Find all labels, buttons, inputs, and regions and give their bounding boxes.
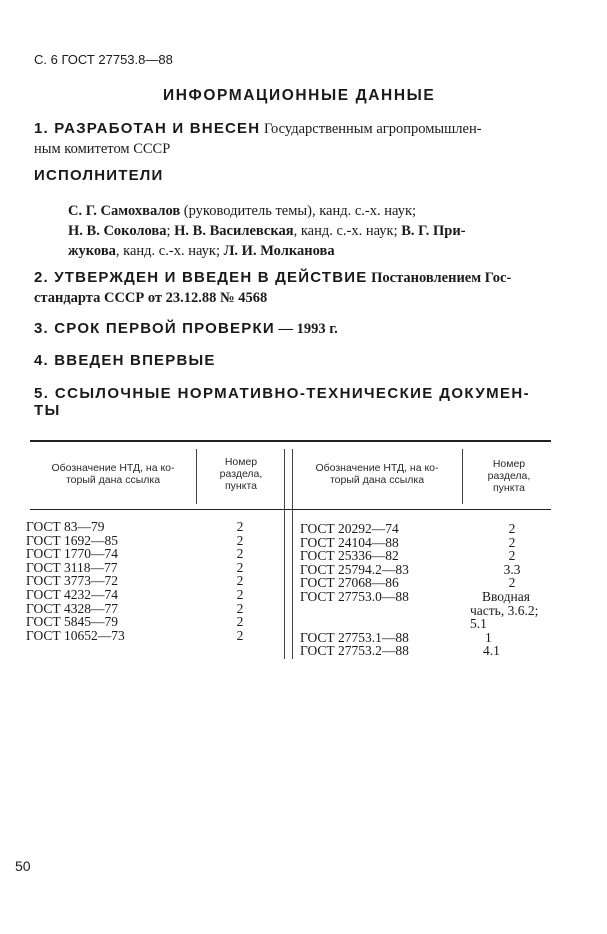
performer-role: , канд. с.-х. наук; xyxy=(293,223,402,239)
table-cell: ГОСТ 27068—86 xyxy=(300,575,399,591)
table-cell: 2 xyxy=(508,534,516,550)
column-divider xyxy=(196,449,197,504)
table-cell: ГОСТ 3773—72 xyxy=(26,573,119,589)
section-1-text-cont: ным комитетом СССР xyxy=(34,141,171,157)
column-divider xyxy=(462,449,463,504)
column-divider xyxy=(284,449,285,659)
document-title: ИНФОРМАЦИОННЫЕ ДАННЫЕ xyxy=(163,87,436,104)
table-cell: ГОСТ 25794.2—83 xyxy=(300,561,409,577)
section-1-text: Государственным агропромышлен- xyxy=(260,121,482,137)
page-number: 50 xyxy=(15,858,31,874)
table-cell xyxy=(300,617,460,631)
table-cell xyxy=(300,604,460,618)
table-cell: ГОСТ 1770—74 xyxy=(26,546,119,562)
header-designation xyxy=(32,462,194,486)
section-1-heading: 1. РАЗРАБОТАН И ВНЕСЕН xyxy=(34,120,261,137)
header-section-number-text: Номер раздела, пункта xyxy=(487,458,531,494)
table-cell: ГОСТ 4232—74 xyxy=(26,586,119,602)
table-cell: 2 xyxy=(236,586,244,602)
table-cell: ГОСТ 27753.2—88 xyxy=(300,643,409,659)
header-designation-text: Обозначение НТД, на ко- торый дана ссылка xyxy=(51,462,175,486)
table-cell: ГОСТ 24104—88 xyxy=(300,534,399,550)
section-introduced: 4. ВВЕДЕН ВПЕРВЫЕ xyxy=(34,352,216,369)
performer-name: Н. В. Соколова xyxy=(68,223,167,239)
performers-title: ИСПОЛНИТЕЛИ xyxy=(34,167,164,184)
table-cell: 4.1 xyxy=(483,643,500,659)
table-top-rule xyxy=(30,440,551,442)
table-cell: 2 xyxy=(508,521,516,536)
page-header: С. 6 ГОСТ 27753.8—88 xyxy=(34,52,173,67)
table-cell: 2 xyxy=(236,532,244,548)
table-cell: 2 xyxy=(236,573,244,589)
table-cell: часть, 3.6.2; xyxy=(470,602,539,618)
section-2-text-cont: стандарта СССР от 23.12.88 № 4568 xyxy=(34,290,268,306)
column-divider xyxy=(292,449,293,659)
header-section-number xyxy=(464,458,554,494)
table-cell: ГОСТ 25336—82 xyxy=(300,548,399,564)
section-review-date xyxy=(34,319,338,339)
table-cell: 2 xyxy=(236,559,244,575)
table-cell: ГОСТ 3118—77 xyxy=(26,559,118,575)
table-cell: 2 xyxy=(236,627,244,643)
performer-name: Л. И. Молканова xyxy=(223,243,335,259)
right-section-column xyxy=(468,522,558,658)
table-cell: 2 xyxy=(236,614,244,630)
table-cell: 5.1 xyxy=(470,616,487,632)
right-designation-column xyxy=(300,522,460,658)
performer-name: Н. В. Василевская xyxy=(174,223,294,239)
section-3-heading: 3. СРОК ПЕРВОЙ ПРОВЕРКИ xyxy=(34,320,275,337)
section-5-heading: 5. ССЫЛОЧНЫЕ НОРМАТИВНО-ТЕХНИЧЕСКИЕ ДОКУМЕН- xyxy=(34,385,531,402)
section-3-text: — 1993 г. xyxy=(274,321,338,337)
performer-name: В. Г. При- xyxy=(401,223,466,239)
table-cell: 1 xyxy=(485,629,492,645)
table-cell: 2 xyxy=(508,575,516,591)
table-cell: 2 xyxy=(236,600,244,616)
table-cell: ГОСТ 1692—85 xyxy=(26,532,119,548)
table-cell: ГОСТ 27753.0—88 xyxy=(300,588,409,604)
header-designation xyxy=(294,462,460,486)
table-cell: 2 xyxy=(508,548,516,564)
section-developed xyxy=(34,119,482,159)
section-approved xyxy=(34,268,511,308)
table-cell: 2 xyxy=(236,546,244,562)
table-cell: Вводная xyxy=(482,588,530,604)
performer-role: (руководитель темы), канд. с.-х. наук; xyxy=(180,203,417,219)
section-references xyxy=(34,385,530,419)
left-section-column xyxy=(198,520,282,642)
table-cell: ГОСТ 83—79 xyxy=(26,519,105,534)
performer-role: , канд. с.-х. наук; xyxy=(115,243,224,259)
table-cell: ГОСТ 4328—77 xyxy=(26,600,119,616)
table-cell: 2 xyxy=(236,519,244,534)
section-2-text: Постановлением Гос- xyxy=(367,270,512,286)
header-designation-text: Обозначение НТД, на ко- торый дана ссылка xyxy=(315,462,439,486)
table-cell: 3.3 xyxy=(503,561,521,577)
separator: ; xyxy=(166,223,175,239)
table-cell: ГОСТ 27753.1—88 xyxy=(300,629,409,645)
table-cell: ГОСТ 5845—79 xyxy=(26,614,119,630)
section-5-heading-cont: ТЫ xyxy=(34,402,61,419)
table-cell: ГОСТ 10652—73 xyxy=(26,627,125,643)
header-section-number xyxy=(198,456,284,492)
section-2-heading: 2. УТВЕРЖДЕН И ВВЕДЕН В ДЕЙСТВИЕ xyxy=(34,269,368,286)
left-designation-column xyxy=(26,520,194,642)
performer-name: жукова xyxy=(68,243,116,259)
table-header-rule xyxy=(30,509,551,510)
header-section-number-text: Номер раздела, пункта xyxy=(219,456,263,492)
table-cell: ГОСТ 20292—74 xyxy=(300,521,399,536)
performers-list xyxy=(68,201,466,261)
performer-name: С. Г. Самохвалов xyxy=(68,203,181,219)
